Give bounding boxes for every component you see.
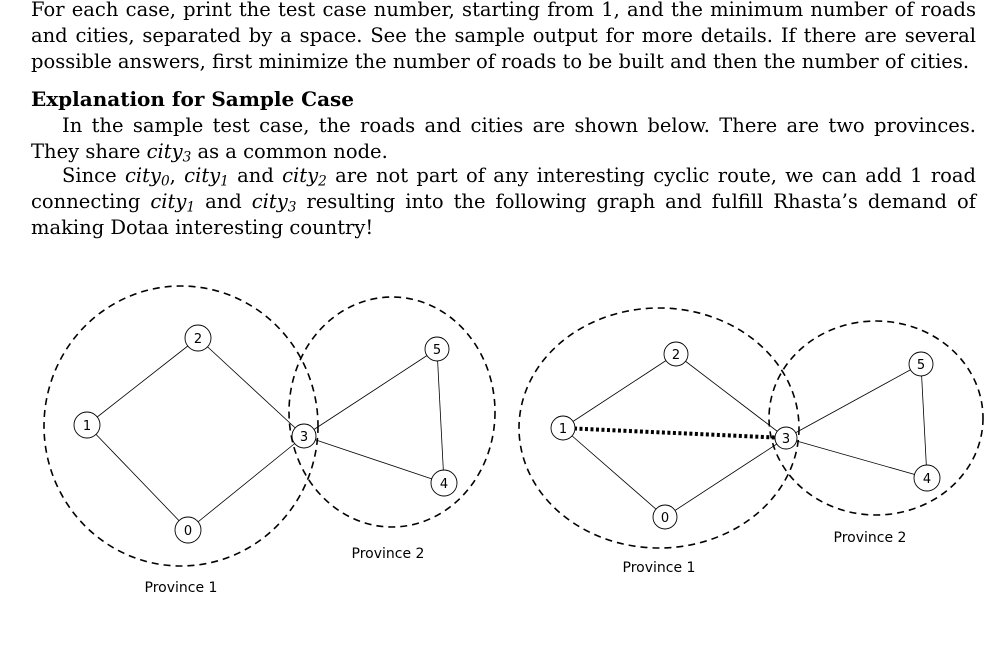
math-city-word: city: [150, 190, 187, 213]
province2-boundary: [769, 321, 983, 515]
svg-text:4: 4: [439, 477, 449, 492]
svg-text:3: 3: [781, 432, 791, 447]
road-3-4: [786, 438, 927, 478]
province2-boundary: [289, 297, 495, 527]
svg-text:0: 0: [660, 511, 670, 526]
city-node-2: [185, 325, 211, 351]
city-node-4: [431, 470, 457, 496]
city-node-3: [775, 427, 797, 449]
city-node-1: [74, 412, 100, 438]
city-node-2: [664, 342, 688, 366]
math-city-word: city: [282, 164, 319, 187]
math-city3: [146, 140, 192, 166]
added-road-1-3: [563, 428, 786, 438]
math-subscript: 2: [318, 173, 327, 190]
math-subscript: 1: [220, 173, 229, 190]
road-3-5: [304, 349, 437, 436]
math-city0: [124, 164, 170, 190]
solution-explanation-paragraph: [31, 163, 976, 241]
city-node-5: [425, 337, 449, 361]
section-heading: Explanation for Sample Case: [31, 87, 355, 111]
text-run: Since: [62, 164, 125, 187]
province2-label: Province 2: [833, 530, 907, 546]
province1-label: Province 1: [622, 560, 696, 576]
road-1-0: [87, 425, 188, 530]
road-5-4: [921, 364, 927, 478]
city-node-4: [914, 465, 940, 491]
output-instructions-paragraph: For each case, print the test case number, starting from 1, and the minimum number of roads and cities, separated by a space. See the sample output for more details. If there are several possible answers, first minimize the number of roads to be built and then the number of cities.: [31, 0, 976, 73]
text-run: resulting into the following graph and fulfill Rhasta’s demand of making Dotaa interesting country!: [31, 190, 976, 239]
city-node-3: [292, 424, 316, 448]
math-subscript: 0: [160, 173, 170, 190]
text-run: as a common node.: [191, 140, 388, 163]
road-1-2: [563, 354, 676, 428]
road-2-3: [676, 354, 786, 438]
province2-label: Province 2: [351, 546, 425, 562]
math-city1: [150, 190, 196, 216]
road-0-3: [665, 438, 786, 517]
math-city-word: city: [124, 164, 161, 187]
province1-label: Province 1: [144, 580, 218, 596]
svg-text:5: 5: [916, 358, 926, 373]
svg-text:1: 1: [558, 422, 568, 437]
road-1-0: [563, 428, 665, 517]
road-5-4: [437, 349, 444, 483]
text-run: are not part of any interesting cyclic route, we can add 1 road connecting: [31, 164, 976, 213]
text-run: In the sample test case, the roads and cities are shown below. There are two provinces. They share: [31, 114, 976, 163]
road-3-4: [304, 436, 444, 483]
city-node-1: [551, 416, 575, 440]
road-1-2: [87, 338, 198, 425]
svg-text:3: 3: [299, 430, 309, 445]
original-graph: [44, 286, 495, 596]
math-city1: [184, 164, 229, 190]
text-run: ,: [169, 164, 185, 187]
math-subscript: 3: [287, 199, 297, 216]
city-node-0: [175, 517, 201, 543]
svg-text:0: 0: [183, 524, 193, 539]
math-city-word: city: [146, 140, 183, 163]
city-node-5: [909, 352, 933, 376]
road-3-5: [786, 364, 921, 438]
math-city-word: city: [184, 164, 221, 187]
svg-text:1: 1: [82, 419, 92, 434]
math-city-word: city: [251, 190, 288, 213]
math-subscript: 1: [186, 199, 196, 216]
svg-text:5: 5: [432, 343, 442, 358]
text-run: and: [195, 190, 252, 213]
city-node-0: [653, 505, 677, 529]
road-2-3: [198, 338, 304, 436]
svg-text:2: 2: [671, 348, 681, 363]
svg-text:2: 2: [193, 332, 203, 347]
math-city3: [251, 190, 297, 216]
sample-explanation-paragraph: [31, 113, 976, 165]
math-city2: [282, 164, 327, 190]
augmented-graph: [519, 308, 983, 576]
province-graphs-figure: [0, 270, 1006, 610]
text-run: and: [228, 164, 283, 187]
svg-text:4: 4: [922, 472, 932, 487]
math-subscript: 3: [182, 149, 192, 166]
